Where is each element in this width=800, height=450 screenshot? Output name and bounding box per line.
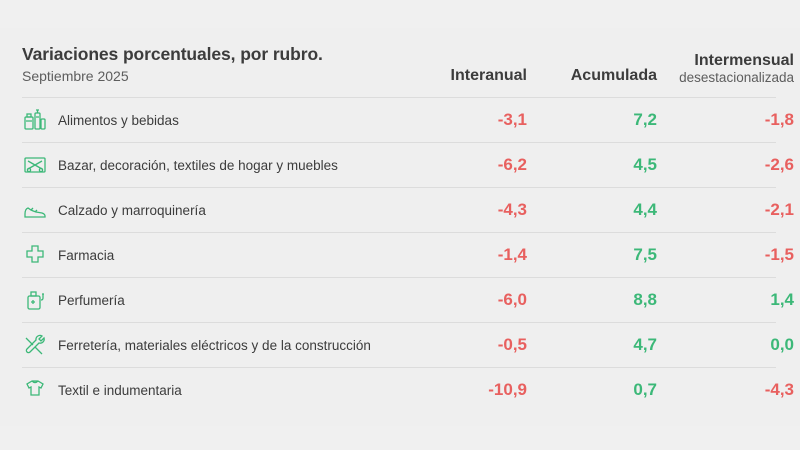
cell-acumulada: 8,8 <box>633 290 657 310</box>
cell-acumulada: 0,7 <box>633 380 657 400</box>
row-label: Perfumería <box>58 292 125 308</box>
column-header-intermensual-sub: desestacionalizada <box>679 70 794 86</box>
row-label: Ferretería, materiales eléctricos y de la construcción <box>58 337 371 353</box>
scissors-fabric-icon <box>22 152 48 178</box>
page-title: Variaciones porcentuales, por rubro. <box>22 44 323 64</box>
row-label-cell <box>22 332 417 358</box>
table-row <box>22 97 794 142</box>
table-row <box>22 277 794 322</box>
row-label-cell <box>22 287 417 313</box>
row-label-cell <box>22 197 417 223</box>
column-header-intermensual-label: Intermensual <box>694 52 794 70</box>
cell-intermensual: 1,4 <box>770 290 794 310</box>
table-row <box>22 187 794 232</box>
perfume-bottle-icon <box>22 287 48 313</box>
cell-interanual: -10,9 <box>488 380 527 400</box>
cell-acumulada: 4,7 <box>633 335 657 355</box>
table-header <box>0 28 800 97</box>
row-label: Alimentos y bebidas <box>58 112 179 128</box>
cell-interanual: -1,4 <box>497 245 527 265</box>
cell-intermensual: -1,5 <box>764 245 794 265</box>
shoe-icon <box>22 197 48 223</box>
row-label-cell <box>22 377 417 403</box>
table-body <box>0 97 800 412</box>
table-row <box>22 142 794 187</box>
cell-interanual: -4,3 <box>497 200 527 220</box>
cell-interanual: -6,0 <box>497 290 527 310</box>
row-label-cell <box>22 152 417 178</box>
tools-icon <box>22 332 48 358</box>
tshirt-icon <box>22 377 48 403</box>
row-label-cell <box>22 242 417 268</box>
cell-intermensual: -2,6 <box>764 155 794 175</box>
column-header-intermensual <box>657 52 794 87</box>
row-label: Farmacia <box>58 247 115 263</box>
cell-acumulada: 7,5 <box>633 245 657 265</box>
row-label: Bazar, decoración, textiles de hogar y muebles <box>58 157 338 173</box>
cell-intermensual: -1,8 <box>764 110 794 130</box>
page-subtitle: Septiembre 2025 <box>22 67 129 84</box>
groceries-icon <box>22 107 48 133</box>
title-block <box>22 44 417 87</box>
cell-acumulada: 4,5 <box>633 155 657 175</box>
cell-intermensual: -2,1 <box>764 200 794 220</box>
pharmacy-cross-icon <box>22 242 48 268</box>
cell-interanual: -3,1 <box>497 110 527 130</box>
table-row <box>22 322 794 367</box>
row-label: Calzado y marroquinería <box>58 202 206 218</box>
cell-interanual: -6,2 <box>497 155 527 175</box>
cell-acumulada: 4,4 <box>633 200 657 220</box>
row-label-cell <box>22 107 417 133</box>
variations-table-card <box>0 28 800 426</box>
table-row <box>22 232 794 277</box>
column-header-interanual: Interanual <box>450 67 527 85</box>
row-label: Textil e indumentaria <box>58 382 182 398</box>
cell-intermensual: -4,3 <box>764 380 794 400</box>
cell-acumulada: 7,2 <box>633 110 657 130</box>
table-row <box>22 367 794 412</box>
cell-interanual: -0,5 <box>497 335 527 355</box>
cell-intermensual: 0,0 <box>770 335 794 355</box>
column-header-acumulada: Acumulada <box>570 67 657 85</box>
